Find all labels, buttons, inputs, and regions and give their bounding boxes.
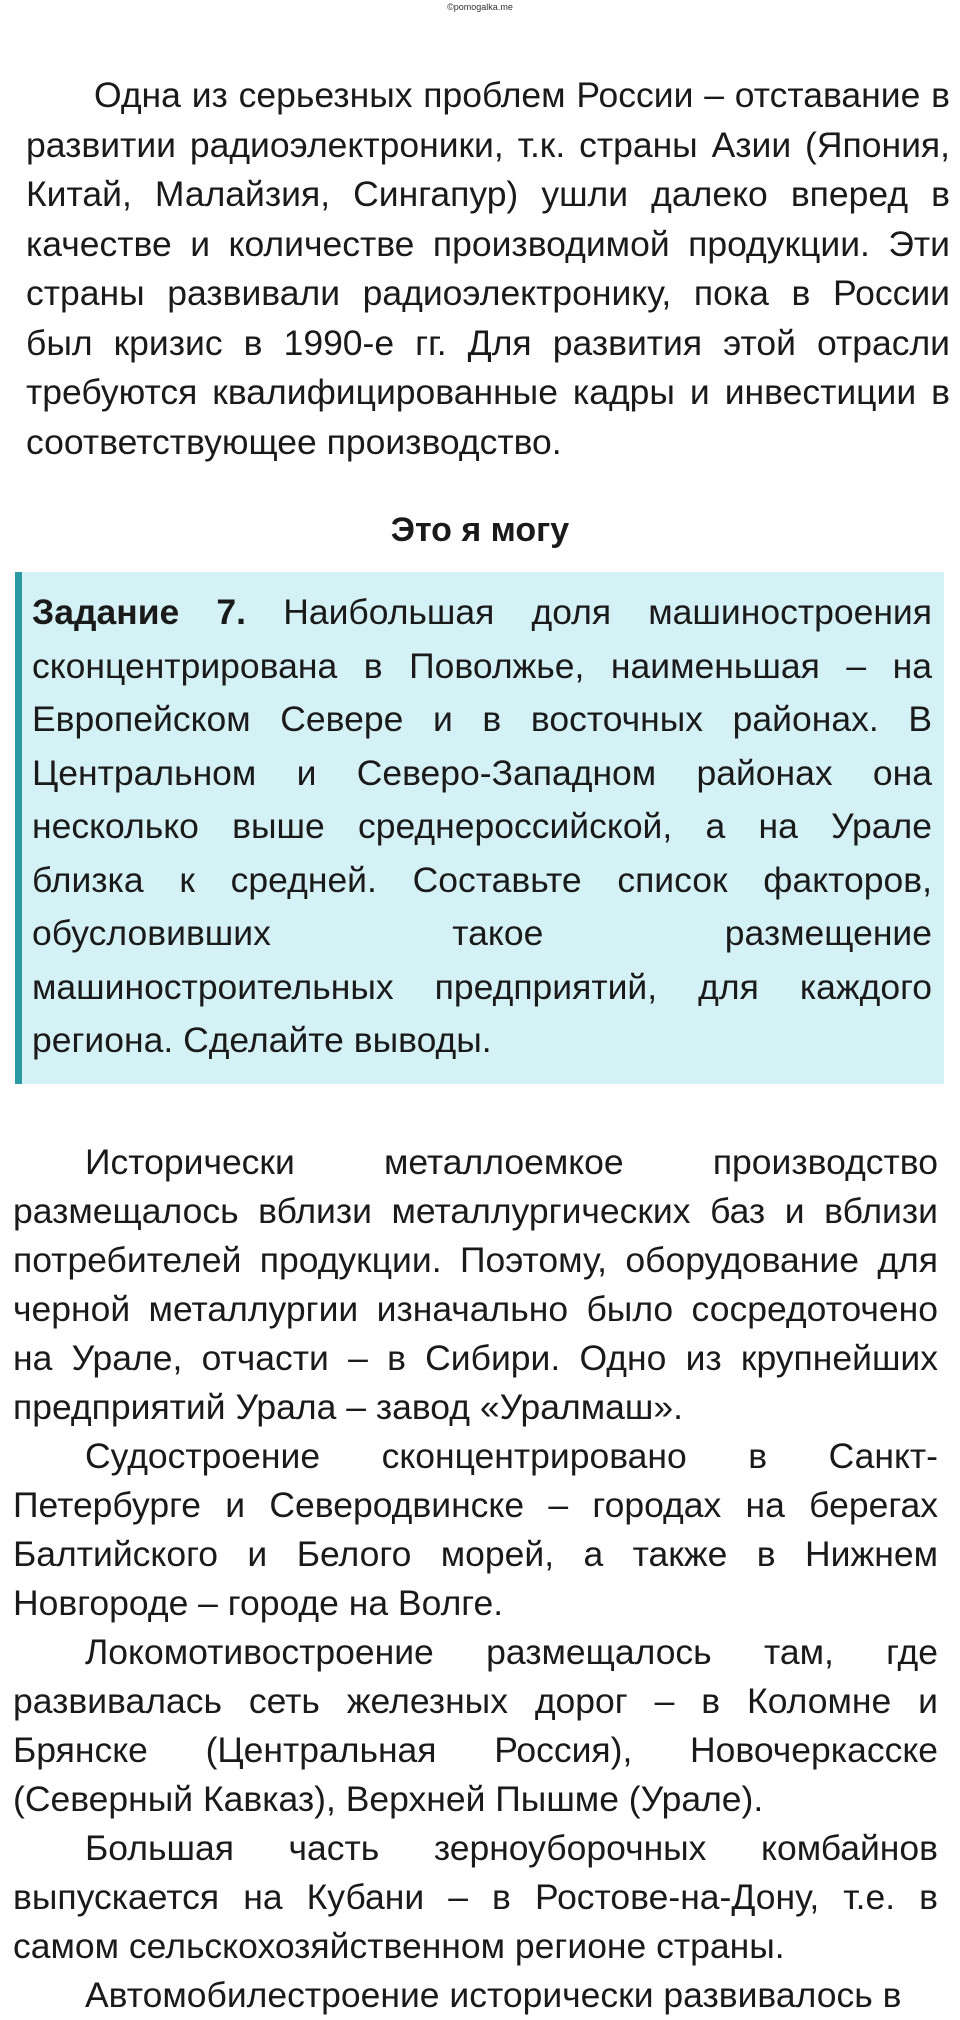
task-body: Наибольшая доля машиностроения сконцентрирована в Поволжье, наименьшая – на Европейском Севере и в восточных районах. В Центральном и Северо-Западном районах она несколько выше среднероссийской, а на Урале близка к средней. Составьте список факторов, обусловивших такое размещение машиностроительных предприятий, для каждого региона. Сделайте выводы. — [32, 592, 932, 1060]
task-text — [32, 586, 932, 1068]
answer-text — [13, 1138, 938, 2020]
task-label: Задание 7. — [32, 592, 247, 632]
section-heading: Это я могу — [390, 511, 570, 549]
answer-paragraph-locomotives: Локомотивостроение размещалось там, где развивалась сеть железных дорог – в Коломне и Брянске (Центральная Россия), Новочеркасске (Северный Кавказ), Верхней Пышме (Урале). — [13, 1632, 938, 1819]
intro-paragraph: Одна из серьезных проблем России – отставание в развитии радиоэлектроники, т.к. страны Азии (Япония, Китай, Малайзия, Сингапур) ушли далеко вперед в качестве и количестве производимой продукции. Эти страны развивали радиоэлектронику, пока в России был кризис в 1990-е гг. Для развития этой отрасли требуются квалифицированные кадры и инвестиции в соответствующее производство. — [26, 75, 950, 462]
answer-paragraph-machinery: Исторически металлоемкое производство размещалось вблизи металлургических баз и вблизи потребителей продукции. Поэтому, оборудование для черной металлургии изначально было сосредоточено на Урале, отчасти – в Сибири. Одно из крупнейших предприятий Урала – завод «Уралмаш». — [13, 1142, 938, 1427]
answer-paragraph-automotive: Автомобилестроение исторически развивалось в — [85, 1975, 902, 2015]
answer-paragraph-shipbuilding: Судостроение сконцентрировано в Санкт-Петербурге и Северодвинске – городах на берегах Балтийского и Белого морей, а также в Нижнем Новгороде – городе на Волге. — [13, 1436, 938, 1623]
task-box — [15, 572, 944, 1084]
watermark: ©pomogalka.me — [447, 2, 513, 12]
answer-paragraph-combines: Большая часть зерноуборочных комбайнов выпускается на Кубани – в Ростове-на-Дону, т.е. в самом сельскохозяйственном регионе страны. — [13, 1828, 938, 1966]
